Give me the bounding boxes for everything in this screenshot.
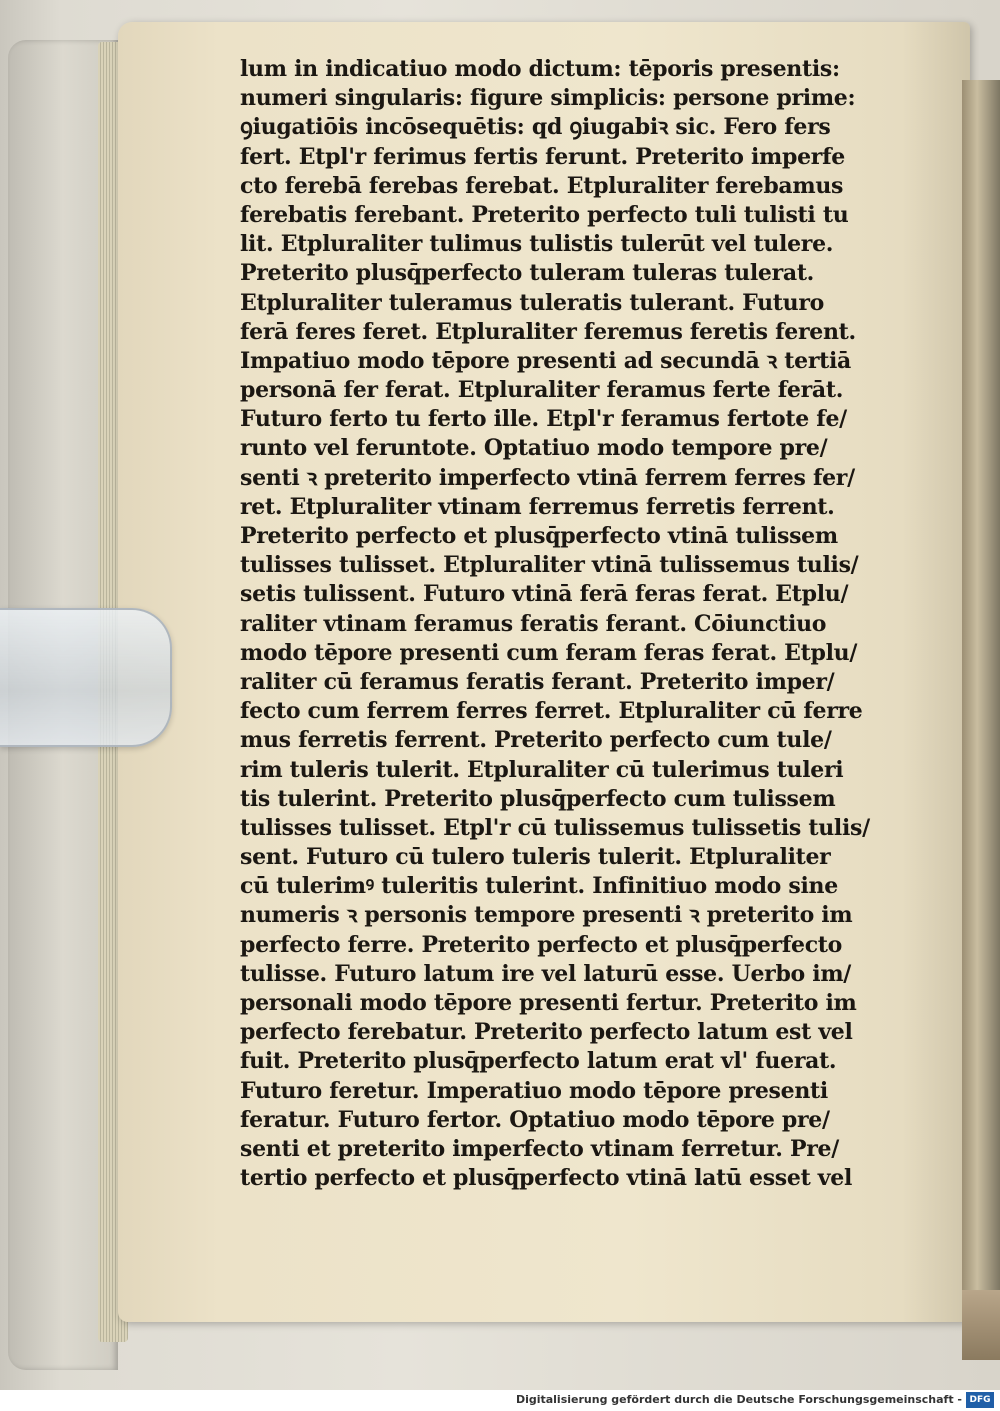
text-line: tis tulerint. Preterito plusq̄perfecto cum tulissem <box>240 785 836 812</box>
funding-credit: Digitalisierung gefördert durch die Deutsche Forschungsgemeinschaft - <box>515 1393 962 1406</box>
book-spine-right <box>962 80 1000 1360</box>
text-line: feratur. Futuro fertor. Optatiuo modo tēpore pre/ <box>240 1106 830 1133</box>
text-line: sent. Futuro cū tulero tuleris tulerit. Etpluraliter <box>240 844 831 871</box>
text-line: runto vel feruntote. Optatiuo modo tempore pre/ <box>240 435 828 462</box>
text-line: tulisse. Futuro latum ire vel laturū esse. Uerbo im/ <box>240 960 852 987</box>
text-line: Futuro ferto tu ferto ille. Etpl'r feramus fertote fe/ <box>240 406 847 433</box>
text-line: personā fer ferat. Etpluraliter feramus ferte ferāt. <box>240 377 844 404</box>
text-line: raliter vtinam feramus feratis ferant. Cōiunctiuo <box>240 610 827 637</box>
text-line: mus ferretis ferrent. Preterito perfecto cum tule/ <box>240 727 832 754</box>
text-line: rim tuleris tulerit. Etpluraliter cū tulerimus tuleri <box>240 756 844 783</box>
text-line: setis tulissent. Futuro vtinā ferā feras ferat. Etplu/ <box>240 581 849 608</box>
footer-bar <box>0 1390 1000 1411</box>
text-line: Preterito plusq̄perfecto tuleram tuleras tulerat. <box>240 260 815 287</box>
text-line: tulisses tulisset. Etpluraliter vtinā tulissemus tulis/ <box>240 552 859 579</box>
text-line: perfecto ferebatur. Preterito perfecto latum est vel <box>240 1019 853 1046</box>
text-line: Impatiuo modo tēpore presenti ad secundā ꝛ tertiā <box>240 347 851 374</box>
text-line: ret. Etpluraliter vtinam ferremus ferretis ferrent. <box>240 493 835 520</box>
text-line: Etpluraliter tuleramus tuleratis tulerant. Futuro <box>240 289 825 316</box>
text-line: lum in indicatiuo modo dictum: tēporis presentis: <box>240 56 840 82</box>
text-line: senti et preterito imperfecto vtinam ferretur. Pre/ <box>240 1135 839 1162</box>
text-line: perfecto ferre. Preterito perfecto et plusq̄perfecto <box>240 931 843 958</box>
text-line: cū tulerimꝰ tuleritis tulerint. Infinitiuo modo sine <box>240 873 838 900</box>
dfg-logo: DFG <box>966 1392 994 1408</box>
text-line: ꝯiugatiōis incōsequētis: qd ꝯiugabiꝛ sic. Fero fers <box>240 114 831 141</box>
text-line: senti ꝛ preterito imperfecto vtinā ferrem ferres fer/ <box>240 464 855 491</box>
text-line: ferā feres feret. Etpluraliter feremus feretis ferent. <box>240 318 856 345</box>
text-line: cto ferebā ferebas ferebat. Etpluraliter ferebamus <box>240 172 844 199</box>
text-line: modo tēpore presenti cum feram feras ferat. Etplu/ <box>240 639 858 666</box>
text-line: fert. Etpl'r ferimus fertis ferunt. Preterito imperfe <box>240 143 845 170</box>
text-line: fecto cum ferrem ferres ferret. Etpluraliter cū ferre <box>240 698 863 725</box>
text-line: numeri singularis: figure simplicis: persone prime: <box>240 85 856 112</box>
page-text <box>240 55 870 1193</box>
plastic-page-clip <box>0 608 172 747</box>
text-line: tulisses tulisset. Etpl'r cū tulissemus tulissetis tulis/ <box>240 814 870 841</box>
text-line: raliter cū feramus feratis ferant. Preterito imper/ <box>240 668 835 695</box>
text-line: fuit. Preterito plusq̄perfecto latum erat vl' fuerat. <box>240 1048 837 1075</box>
text-line: lit. Etpluraliter tulimus tulistis tulerūt vel tulere. <box>240 231 834 258</box>
text-line: personali modo tēpore presenti fertur. Preterito im <box>240 990 857 1016</box>
text-line: Futuro feretur. Imperatiuo modo tēpore presenti <box>240 1077 828 1104</box>
text-line: ferebatis ferebant. Preterito perfecto tuli tulisti tu <box>240 201 849 228</box>
text-line: numeris ꝛ personis tempore presenti ꝛ preterito im <box>240 902 853 929</box>
text-line: tertio perfecto et plusq̄perfecto vtinā latū esset vel <box>240 1165 853 1192</box>
text-line: Preterito perfecto et plusq̄perfecto vtinā tulissem <box>240 523 838 549</box>
